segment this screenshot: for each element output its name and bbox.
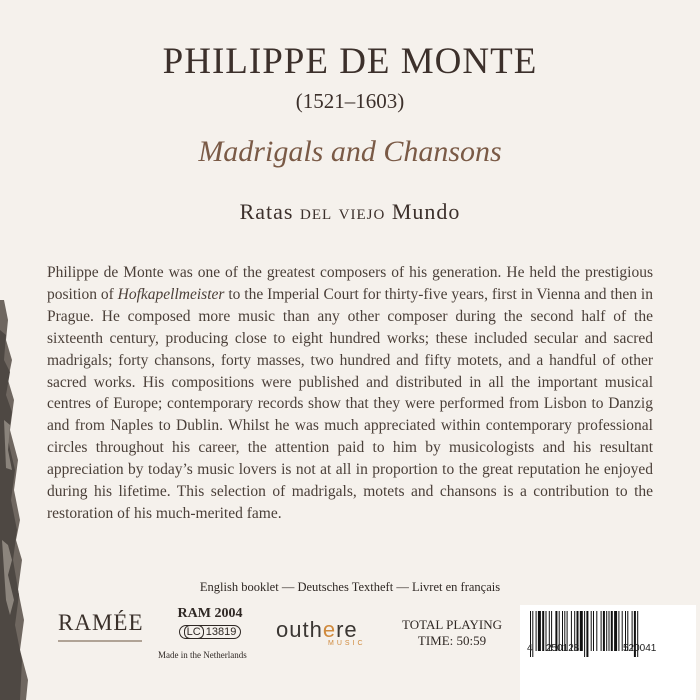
barcode-bar (596, 611, 597, 651)
barcode-bar (536, 611, 537, 651)
barcode-bar (591, 611, 592, 651)
barcode-bar (593, 611, 594, 651)
ramee-logo: RAMÉE (58, 610, 144, 635)
barcode-digit-lead: 4 (527, 643, 533, 654)
barcode-bar (538, 611, 541, 651)
barcode-bar (542, 611, 544, 651)
description-italic-term: Hofkapellmeister (117, 285, 225, 303)
barcode-bar (609, 611, 610, 651)
total-playing-label: TOTAL PLAYING (402, 617, 502, 632)
catalog-number: RAM 2004 (177, 606, 243, 621)
total-playing-time (396, 617, 508, 649)
ensemble-name-last: Mundo (391, 199, 461, 224)
lc-code: 13819 (205, 626, 237, 638)
barcode-digits-right: 520041 (623, 643, 657, 654)
description-part-2: to the Imperial Court for thirty-five years, first in Vienna and then in Prague. He composed more music than any other composer during the second half of the sixteenth century, producing close to eight hundred works; these included secular and sacred madrigals; forty chansons, forty masses, two hundred and fifty motets, and a handful of other sacred works. His compositions were published and distributed in all the important musical centres of Europe; contemporary records show that they were performed from Lisbon to Danzig and from Naples to Dublin. Whilst he was much appreciated within contemporary professional circles throughout his career, the attention paid to him by musicologists and his resultant appreciation by today’s music lovers is not at all in proportion to the great reputation he enjoyed during his lifetime. This selection of madrigals, motets and chansons is a contribution to the restoration of his much-merited fame. (47, 285, 653, 522)
outhere-part-b: h (309, 617, 323, 642)
barcode-bar (580, 611, 583, 651)
description-part-1: Philippe de Monte was one of the greatest composers of his generation. He held the prestigious position of (47, 264, 653, 303)
total-playing-value: TIME: 50:59 (417, 633, 487, 648)
barcode-bar (611, 611, 613, 651)
outhere-logo (276, 617, 366, 647)
outhere-part-c: e (322, 617, 337, 642)
ensemble-name (0, 199, 700, 225)
outhere-part-d: re (336, 617, 358, 642)
barcode-bar (618, 611, 619, 651)
outhere-part-a: out (276, 617, 310, 642)
ensemble-name-mid: del viejo (293, 199, 392, 224)
album-description (47, 262, 653, 525)
barcode-bar (603, 611, 605, 651)
barcode-bar (606, 611, 607, 651)
barcode-bar (614, 611, 617, 651)
composer-name: PHILIPPE DE MONTE (162, 41, 538, 82)
ensemble-name-first: Ratas (239, 199, 294, 224)
label-code (179, 625, 242, 639)
barcode-bar (601, 611, 602, 651)
booklet-languages: English booklet — Deutsches Textheft — Livret en français (199, 580, 501, 594)
composer-dates: (1521–1603) (295, 89, 405, 113)
album-title: Madrigals and Chansons (198, 135, 502, 168)
catalog-block (170, 606, 250, 640)
barcode-bar (586, 611, 588, 657)
outhere-subtitle: MUSIC (328, 640, 366, 647)
barcode-digits-left: 250128 (546, 643, 580, 654)
barcode-bar (584, 611, 585, 657)
lc-prefix: LC (184, 625, 204, 639)
ramee-logo-underline (58, 640, 142, 642)
made-in-note: Made in the Netherlands (158, 650, 247, 660)
